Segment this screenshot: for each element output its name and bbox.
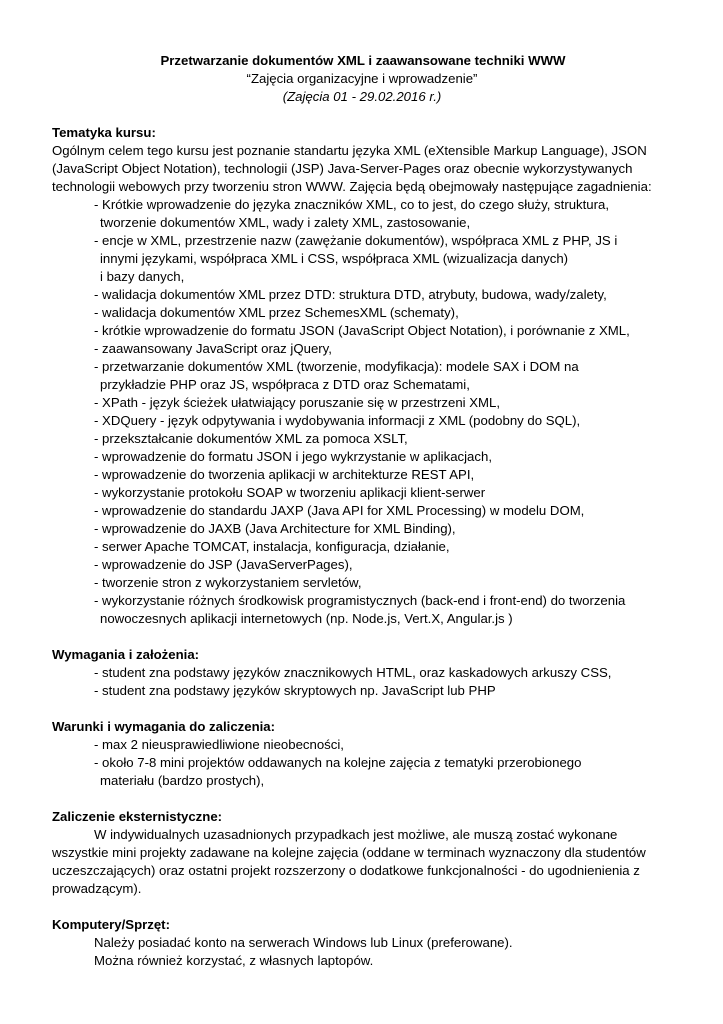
section-komputery	[52, 916, 672, 970]
paragraph-line: uczeszczających) oraz ostatni projekt rozszerzony o dodatkowe funkcjonalności - do ugodnienienia z	[52, 863, 640, 878]
document-subtitle: “Zajęcia organizacyjne i wprowadzenie”	[246, 71, 478, 86]
list-item: - max 2 nieusprawiedliwione nieobecności,	[94, 737, 344, 752]
list-item: - wykorzystanie protokołu SOAP w tworzeniu aplikacji klient-serwer	[94, 485, 486, 500]
intro-line: Ogólnym celem tego kursu jest poznanie standartu języka XML (eXtensible Markup Language), JSON	[52, 143, 647, 158]
list-item: - wprowadzenie do JAXB (Java Architecture for XML Binding),	[94, 521, 456, 536]
intro-line: (JavaScript Object Notation), technologii (JSP) Java-Server-Pages oraz obecnie wykorzystywanych	[52, 161, 633, 176]
list-item: - wprowadzenie do standardu JAXP (Java API for XML Processing) w modelu DOM,	[94, 503, 585, 518]
paragraph-line: Należy posiadać konto na serwerach Windows lub Linux (preferowane).	[94, 935, 513, 950]
list-item: - wprowadzenie do tworzenia aplikacji w architekturze REST API,	[94, 467, 475, 482]
list-item: - wykorzystanie różnych środkowisk programistycznych (back-end i front-end) do tworzenia nowoczesnych aplikacji internetowych (np. Node.js, Vert.X, Angular.js )	[94, 593, 626, 626]
list-item: - około 7-8 mini projektów oddawanych na kolejne zajęcia z tematyki przerobionego materiału (bardzo prostych),	[94, 755, 582, 788]
list-item: - wprowadzenie do formatu JSON i jego wykrzystanie w aplikacjach,	[94, 449, 492, 464]
paragraph-line: Można również korzystać, z własnych laptopów.	[94, 953, 374, 968]
list-item: - wprowadzenie do JSP (JavaServerPages),	[94, 557, 353, 572]
list-item: - XDQuery - język odpytywania i wydobywania informacji z XML (podobny do SQL),	[94, 413, 581, 428]
list-item: - student zna podstawy języków znacznikowych HTML, oraz kaskadowych arkuszy CSS,	[94, 665, 612, 680]
requirements-list	[52, 664, 672, 700]
section-wymagania	[52, 646, 672, 700]
list-item: - zaawansowany JavaScript oraz jQuery,	[94, 341, 332, 356]
paragraph-line: prowadzącym).	[52, 881, 142, 896]
paragraph-line: wszystkie mini projekty zadawane na kolejne zajęcia (oddane w terminach wyznaczony dla studentów	[52, 845, 646, 860]
list-item: - encje w XML, przestrzenie nazw (zawężanie dokumentów), współpraca XML z PHP, JS i innymi językami, współpraca XML i CSS, współpraca XML (wizualizacja danych) i bazy danych,	[94, 233, 618, 284]
document-date: (Zajęcia 01 - 29.02.2016 r.)	[282, 89, 442, 104]
list-item: - walidacja dokumentów XML przez DTD: struktura DTD, atrybuty, budowa, wady/zalety,	[94, 287, 607, 302]
section-heading: Zaliczenie eksternistyczne:	[52, 809, 223, 824]
list-item: - przetwarzanie dokumentów XML (tworzenie, modyfikacja): modele SAX i DOM na przykładzie PHP oraz JS, współpraca z DTD oraz Schematami,	[94, 359, 579, 392]
section-tematyka	[52, 124, 672, 628]
paragraph-line: W indywidualnych uzasadnionych przypadkach jest możliwe, ale muszą zostać wykonane	[94, 827, 618, 842]
document-header	[52, 52, 672, 106]
conditions-list	[52, 736, 672, 790]
document-title: Przetwarzanie dokumentów XML i zaawansowane techniki WWW	[160, 53, 566, 68]
list-item: - tworzenie stron z wykorzystaniem servletów,	[94, 575, 362, 590]
section-eksternistyczne	[52, 808, 672, 898]
section-heading: Komputery/Sprzęt:	[52, 917, 170, 932]
list-item: - walidacja dokumentów XML przez SchemesXML (schematy),	[94, 305, 459, 320]
topic-list	[52, 196, 672, 628]
section-heading: Wymagania i założenia:	[52, 647, 200, 662]
list-item: - przekształcanie dokumentów XML za pomoca XSLT,	[94, 431, 408, 446]
list-item: - serwer Apache TOMCAT, instalacja, konfiguracja, działanie,	[94, 539, 450, 554]
document-page	[52, 52, 672, 970]
intro-line: technologii webowych przy tworzeniu stron WWW. Zajęcia będą obejmowały następujące zagadnienia:	[52, 179, 652, 194]
section-warunki	[52, 718, 672, 790]
list-item: - krótkie wprowadzenie do formatu JSON (JavaScript Object Notation), i porównanie z XML,	[94, 323, 630, 338]
list-item: - XPath - język ścieżek ułatwiający poruszanie się w przestrzeni XML,	[94, 395, 501, 410]
section-heading: Tematyka kursu:	[52, 125, 156, 140]
list-item: - Krótkie wprowadzenie do języka znaczników XML, co to jest, do czego służy, struktura, tworzenie dokumentów XML, wady i zalety XML, zastosowanie,	[94, 197, 610, 230]
section-heading: Warunki i wymagania do zaliczenia:	[52, 719, 276, 734]
list-item: - student zna podstawy języków skryptowych np. JavaScript lub PHP	[94, 683, 496, 698]
